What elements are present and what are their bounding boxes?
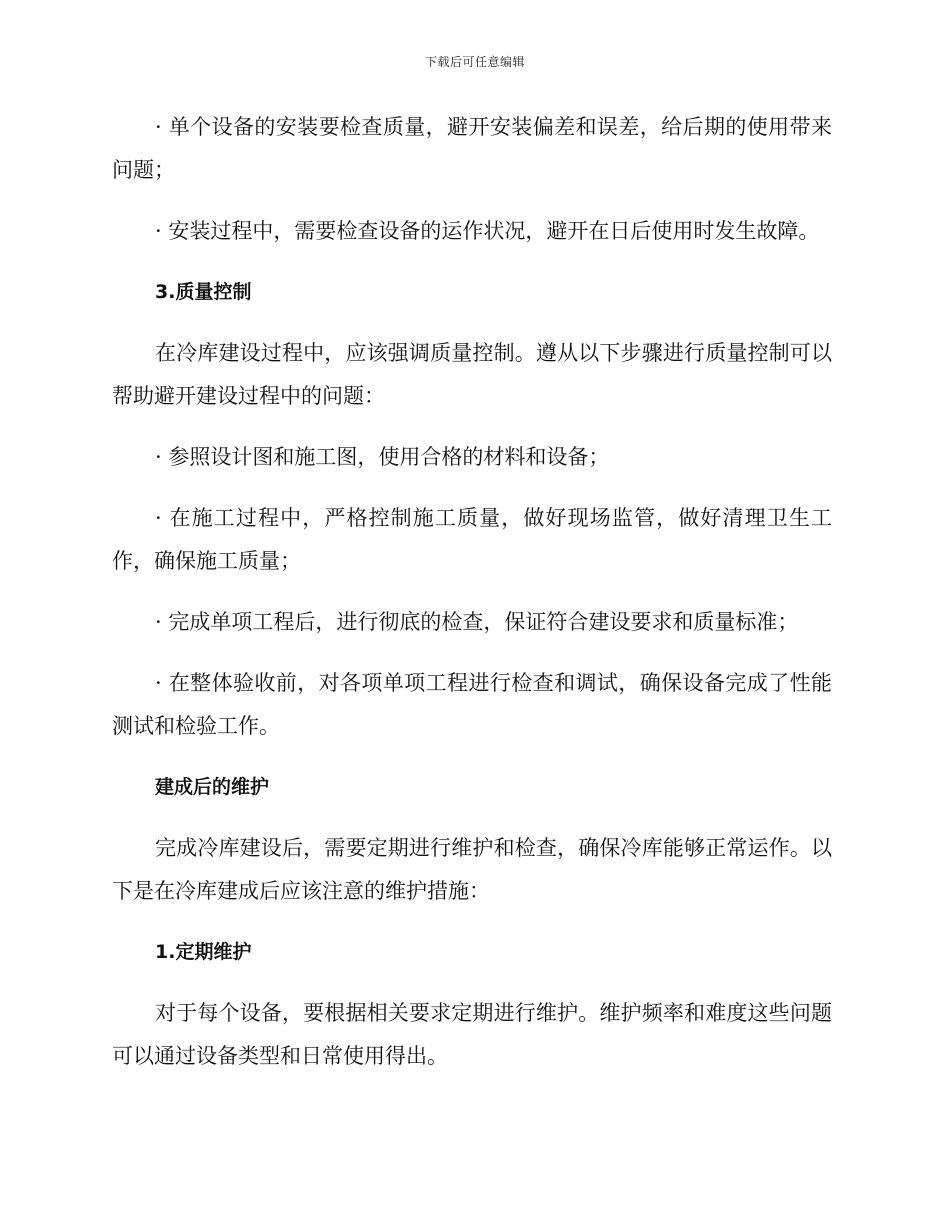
bullet-paragraph: · 在施工过程中，严格控制施工质量，做好现场监管，做好清理卫生工作，确保施工质量； [112,506,832,573]
section-heading: 建成后的维护 [155,776,270,798]
bullet-paragraph: · 参照设计图和施工图，使用合格的材料和设备； [155,445,610,469]
bullet-paragraph: · 单个设备的安装要检查质量，避开安装偏差和误差，给后期的使用带来问题； [112,115,832,182]
paragraph: 对于每个设备，要根据相关要求定期进行维护。维护频率和难度这些问题可以通过设备类型和日常使用得出。 [112,1001,832,1068]
page-header: 下载后可任意编辑 [424,55,525,69]
section-heading: 3.质量控制 [155,281,252,303]
paragraph: 完成冷库建设后，需要定期进行维护和检查，确保冷库能够正常运作。以下是在冷库建成后应该注意的维护措施： [112,836,832,903]
bullet-paragraph: · 在整体验收前，对各项单项工程进行检查和调试，确保设备完成了性能测试和检验工作。 [112,671,832,738]
bullet-paragraph: · 完成单项工程后，进行彻底的检查，保证符合建设要求和质量标准； [155,610,799,634]
section-heading: 1.定期维护 [155,941,252,963]
bullet-paragraph: · 安装过程中，需要检查设备的运作状况，避开在日后使用时发生故障。 [155,219,820,243]
paragraph: 在冷库建设过程中，应该强调质量控制。遵从以下步骤进行质量控制可以帮助避开建设过程中的问题： [112,341,832,408]
document-body [112,106,832,1096]
